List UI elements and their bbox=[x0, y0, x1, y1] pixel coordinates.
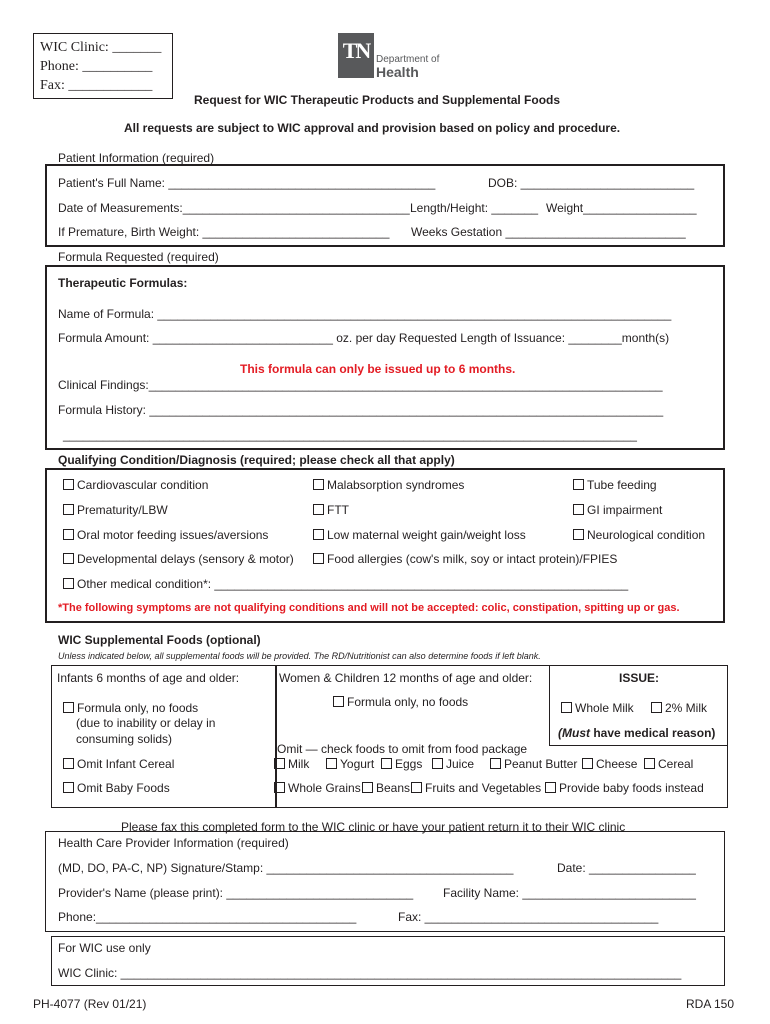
birth-weight-field[interactable]: If Premature, Birth Weight: ____________________________ bbox=[58, 225, 390, 239]
cb-omit-baby-foods[interactable]: Omit Baby Foods bbox=[63, 781, 170, 795]
cb-tube-feeding[interactable]: Tube feeding bbox=[573, 478, 657, 492]
cb-infant-formula-only[interactable]: Formula only, no foods bbox=[63, 701, 198, 715]
cb-other-condition[interactable]: Other medical condition*: ______________________________________________________________ bbox=[63, 577, 628, 591]
fax-line[interactable]: Fax: ____________ bbox=[40, 78, 153, 93]
cb-malabsorption[interactable]: Malabsorption syndromes bbox=[313, 478, 464, 492]
date-measurements-field[interactable]: Date of Measurements:__________________________________ bbox=[58, 201, 410, 215]
cb-prematurity[interactable]: Prematurity/LBW bbox=[63, 503, 168, 517]
logo-department: Department of bbox=[376, 54, 440, 65]
length-field[interactable]: Length/Height: _______ bbox=[410, 201, 539, 215]
cb-omit-fruits-veg[interactable]: Fruits and Vegetables bbox=[411, 781, 541, 795]
form-number: PH-4077 (Rev 01/21) bbox=[33, 997, 147, 1011]
formula-name-field[interactable]: Name of Formula: _____________________________________________________________________________ bbox=[58, 307, 672, 321]
cb-maternal-weight[interactable]: Low maternal weight gain/weight loss bbox=[313, 528, 526, 542]
qualifying-note: *The following symptoms are not qualifying conditions and will not be accepted: colic, constipation, spitting up or gas. bbox=[58, 602, 680, 614]
cb-2-percent-milk[interactable]: 2% Milk bbox=[651, 701, 707, 715]
cb-omit-cereal[interactable]: Cereal bbox=[644, 757, 693, 771]
wic-clinic-field[interactable]: WIC Clinic: ____________________________________________________________________________________ bbox=[58, 966, 682, 980]
provider-phone-field[interactable]: Phone:_______________________________________ bbox=[58, 910, 357, 924]
cb-omit-yogurt[interactable]: Yogurt bbox=[326, 757, 374, 771]
formula-amount-field[interactable]: Formula Amount: ___________________________ oz. per day Requested Length of Issuance: ________month(s) bbox=[58, 331, 670, 345]
wic-use-label: For WIC use only bbox=[58, 941, 151, 955]
cb-food-allergies[interactable]: Food allergies (cow's milk, soy or intact protein)/FPIES bbox=[313, 552, 617, 566]
tn-logo-mark: TN bbox=[338, 33, 374, 75]
cb-ftt[interactable]: FTT bbox=[313, 503, 349, 517]
cb-omit-milk[interactable]: Milk bbox=[274, 757, 309, 771]
provider-name-field[interactable]: Provider's Name (please print): ____________________________ bbox=[58, 886, 414, 900]
therapeutic-heading: Therapeutic Formulas: bbox=[58, 276, 188, 290]
cb-gi-impairment[interactable]: GI impairment bbox=[573, 503, 662, 517]
logo-health: Health bbox=[376, 64, 419, 80]
cb-omit-peanut-butter[interactable]: Peanut Butter bbox=[490, 757, 577, 771]
formula-box bbox=[45, 265, 725, 450]
supplemental-section-label: WIC Supplemental Foods (optional) bbox=[58, 633, 261, 647]
medical-reason-note: (Must have medical reason) bbox=[558, 726, 716, 740]
cb-developmental[interactable]: Developmental delays (sensory & motor) bbox=[63, 552, 294, 566]
clinic-line[interactable]: WIC Clinic: _______ bbox=[40, 40, 162, 55]
qualifying-section-label: Qualifying Condition/Diagnosis (required; please check all that apply) bbox=[58, 453, 455, 467]
provider-date-field[interactable]: Date: ________________ bbox=[557, 861, 696, 875]
supplemental-note: Unless indicated below, all supplemental foods will be provided. The RD/Nutritionist can also determine foods if left blank. bbox=[58, 651, 541, 661]
patient-section-label: Patient Information (required) bbox=[58, 151, 215, 165]
formula-section-label: Formula Requested (required) bbox=[58, 250, 219, 264]
infants-heading: Infants 6 months of age and older: bbox=[57, 671, 240, 685]
clinic-info-box bbox=[33, 33, 173, 99]
formula-warning: This formula can only be issued up to 6 months. bbox=[240, 362, 516, 376]
cb-whole-milk[interactable]: Whole Milk bbox=[561, 701, 634, 715]
omit-label: Omit — check foods to omit from food package bbox=[277, 742, 528, 756]
provider-section-label: Health Care Provider Information (required) bbox=[58, 836, 289, 850]
cb-omit-infant-cereal[interactable]: Omit Infant Cereal bbox=[63, 757, 174, 771]
form-subtitle: All requests are subject to WIC approval and provision based on policy and procedure. bbox=[124, 121, 621, 135]
patient-name-field[interactable]: Patient's Full Name: ________________________________________ bbox=[58, 176, 436, 190]
cb-omit-cheese[interactable]: Cheese bbox=[582, 757, 637, 771]
cb-omit-beans[interactable]: Beans bbox=[362, 781, 410, 795]
women-children-heading: Women & Children 12 months of age and older: bbox=[279, 671, 533, 685]
cb-oral-motor[interactable]: Oral motor feeding issues/aversions bbox=[63, 528, 268, 542]
phone-line[interactable]: Phone: __________ bbox=[40, 59, 153, 74]
tn-health-logo bbox=[338, 33, 438, 81]
cb-omit-eggs[interactable]: Eggs bbox=[381, 757, 422, 771]
formula-history-line2[interactable]: ______________________________________________________________________________________ bbox=[63, 428, 637, 442]
fax-instruction: Please fax this completed form to the WIC clinic or have your patient return it to their WIC clinic bbox=[121, 820, 626, 834]
logo-underline bbox=[338, 75, 374, 78]
form-title: Request for WIC Therapeutic Products and Supplemental Foods bbox=[194, 93, 561, 107]
dob-field[interactable]: DOB: __________________________ bbox=[488, 176, 695, 190]
cb-provide-baby-foods[interactable]: Provide baby foods instead bbox=[545, 781, 704, 795]
cb-wc-formula-only[interactable]: Formula only, no foods bbox=[333, 695, 468, 709]
provider-fax-field[interactable]: Fax: ___________________________________ bbox=[398, 910, 659, 924]
formula-history-field[interactable]: Formula History: _____________________________________________________________________________ bbox=[58, 403, 664, 417]
cb-omit-whole-grains[interactable]: Whole Grains bbox=[274, 781, 361, 795]
signature-field[interactable]: (MD, DO, PA-C, NP) Signature/Stamp: _____________________________________ bbox=[58, 861, 514, 875]
clinical-findings-field[interactable]: Clinical Findings:_____________________________________________________________________________ bbox=[58, 378, 663, 392]
issue-heading: ISSUE: bbox=[619, 671, 660, 685]
cb-cardiovascular[interactable]: Cardiovascular condition bbox=[63, 478, 208, 492]
infant-formula-note-2: consuming solids) bbox=[76, 732, 173, 746]
infant-formula-note-1: (due to inability or delay in bbox=[76, 716, 216, 730]
cb-omit-juice[interactable]: Juice bbox=[432, 757, 474, 771]
weight-field[interactable]: Weight_________________ bbox=[546, 201, 697, 215]
rda-number: RDA 150 bbox=[686, 997, 735, 1011]
cb-neurological[interactable]: Neurological condition bbox=[573, 528, 705, 542]
facility-field[interactable]: Facility Name: __________________________ bbox=[443, 886, 696, 900]
gestation-field[interactable]: Weeks Gestation ___________________________ bbox=[411, 225, 686, 239]
